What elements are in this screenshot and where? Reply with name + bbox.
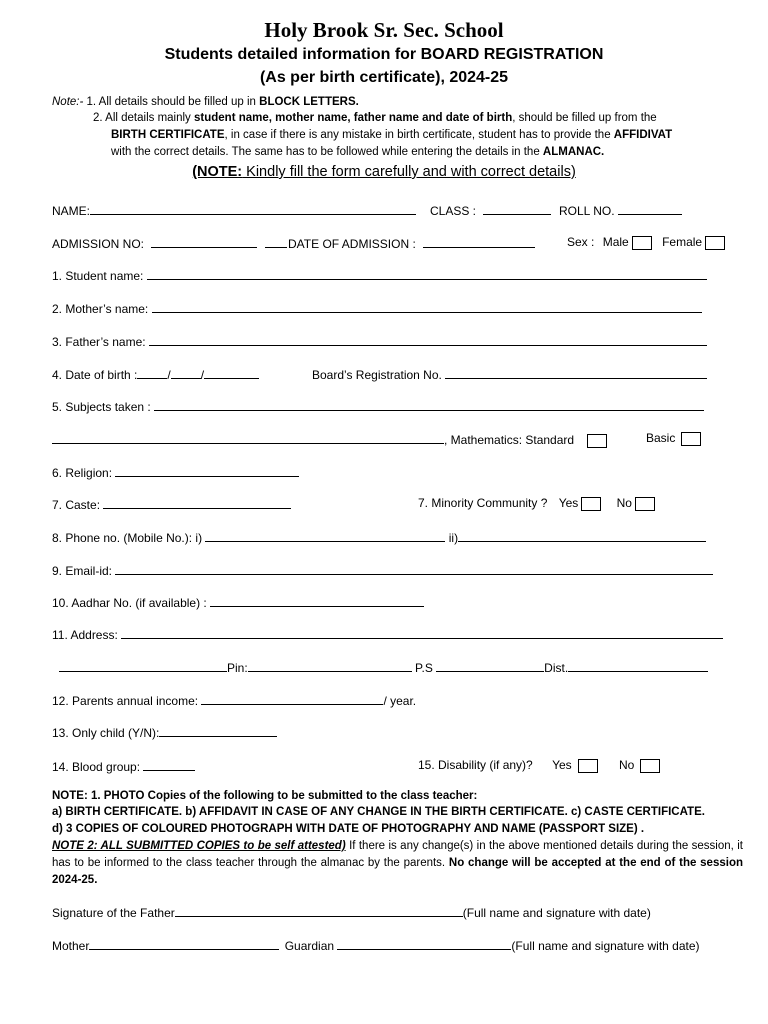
mathematics-label: , Mathematics: Standard bbox=[444, 433, 575, 447]
father-signature-note: (Full name and signature with date) bbox=[462, 906, 651, 920]
email-field[interactable] bbox=[115, 562, 713, 575]
main-note-label: (NOTE: bbox=[192, 164, 243, 180]
note-label: Note:- bbox=[52, 96, 84, 108]
admission-row bbox=[52, 235, 287, 251]
mother-name-label: 2. Mother’s name: bbox=[52, 302, 149, 316]
sex-label: Sex : bbox=[567, 235, 595, 249]
dob-month-field[interactable] bbox=[171, 366, 201, 379]
father-name-field[interactable] bbox=[149, 333, 707, 346]
form-subtitle: (As per birth certificate), 2024-25 bbox=[259, 69, 509, 86]
caste-label: 7. Caste: bbox=[52, 498, 101, 512]
ps-label: P.S bbox=[415, 661, 433, 675]
footer-docs-2: d) 3 COPIES OF COLOURED PHOTOGRAPH WITH DATE OF PHOTOGRAPHY AND NAME (PASSPORT SIZE) . bbox=[52, 823, 645, 835]
subjects-row bbox=[52, 398, 704, 414]
disability-row bbox=[418, 758, 660, 773]
dob-year-field[interactable] bbox=[204, 366, 259, 379]
date-admission-row bbox=[288, 235, 535, 251]
mother-signature-label: Mother bbox=[52, 939, 90, 953]
sex-row bbox=[567, 235, 725, 250]
disability-no-label: No bbox=[618, 758, 635, 772]
note-2-text-e: , in case if there is any mistake in birth certificate, student has to provide the bbox=[224, 129, 614, 141]
note-2-bold-h: ALMANAC. bbox=[542, 146, 605, 158]
religion-row bbox=[52, 464, 299, 480]
disability-yes-label: Yes bbox=[552, 758, 572, 772]
subjects-field-2[interactable] bbox=[52, 431, 444, 444]
dob-day-field[interactable] bbox=[137, 366, 167, 379]
per-year-label: / year. bbox=[383, 694, 417, 708]
father-name-label: 3. Father’s name: bbox=[52, 335, 146, 349]
note-2-text-g: with the correct details. The same has to be followed while entering the details in the bbox=[111, 146, 543, 158]
minority-no-label: No bbox=[616, 496, 632, 510]
caste-row bbox=[52, 496, 291, 512]
guardian-signature-field[interactable] bbox=[337, 937, 511, 950]
board-reg-label: Board’s Registration No. bbox=[312, 368, 442, 382]
phone-2-label: ii) bbox=[448, 531, 459, 545]
religion-label: 6. Religion: bbox=[52, 466, 113, 480]
board-reg-field[interactable] bbox=[445, 366, 707, 379]
dist-field[interactable] bbox=[568, 659, 708, 672]
date-admission-label: DATE OF ADMISSION : bbox=[288, 237, 416, 251]
standard-checkbox[interactable] bbox=[587, 434, 607, 448]
admission-field-extra[interactable] bbox=[265, 235, 287, 248]
admission-field[interactable] bbox=[151, 235, 257, 248]
note-2-label: NOTE 2: ALL SUBMITTED COPIES to be self attested) bbox=[52, 840, 346, 852]
dob-label: 4. Date of birth : bbox=[52, 368, 138, 382]
note-2-bold-f: AFFIDIVAT bbox=[613, 129, 673, 141]
minority-yes-label: Yes bbox=[558, 496, 579, 510]
address-label: 11. Address: bbox=[52, 628, 118, 642]
father-signature-label: Signature of the Father bbox=[52, 906, 175, 920]
note-1-text: 1. All details should be filled up in bbox=[86, 96, 260, 108]
note-line-2 bbox=[93, 109, 657, 127]
mother-name-row bbox=[52, 300, 702, 316]
only-child-label: 13. Only child (Y/N): bbox=[52, 726, 160, 740]
aadhar-row bbox=[52, 594, 424, 610]
address-field-2[interactable] bbox=[59, 659, 227, 672]
phone-row bbox=[52, 529, 706, 545]
name-field[interactable] bbox=[90, 202, 416, 215]
student-name-label: 1. Student name: bbox=[52, 269, 144, 283]
name-label: NAME: bbox=[52, 204, 91, 218]
email-label: 9. Email-id: bbox=[52, 564, 113, 578]
father-signature-row bbox=[52, 904, 651, 920]
class-label: CLASS : bbox=[430, 204, 477, 218]
disability-no-checkbox[interactable] bbox=[640, 759, 660, 773]
class-row bbox=[430, 202, 551, 218]
subjects-field[interactable] bbox=[154, 398, 704, 411]
blood-group-field[interactable] bbox=[143, 758, 195, 771]
income-row bbox=[52, 692, 416, 708]
note-2-text: If there is any change(s) in the above mentioned details during the session, it has to be informed to the class teacher through the almanac by the parents. bbox=[52, 840, 743, 869]
note-line-4 bbox=[111, 143, 604, 161]
name-row bbox=[52, 202, 416, 218]
mother-guardian-row bbox=[52, 937, 700, 953]
guardian-signature-note: (Full name and signature with date) bbox=[511, 939, 700, 953]
minority-no-checkbox[interactable] bbox=[635, 497, 655, 511]
note-2-text-a: 2. All details mainly bbox=[93, 112, 194, 124]
basic-checkbox[interactable] bbox=[681, 432, 701, 446]
income-label: 12. Parents annual income: bbox=[52, 694, 199, 708]
aadhar-field[interactable] bbox=[210, 594, 424, 607]
mother-signature-field[interactable] bbox=[89, 937, 279, 950]
dob-row: 4. Date of birth : / / bbox=[52, 366, 259, 382]
pin-label: Pin: bbox=[227, 661, 248, 675]
address-field[interactable] bbox=[121, 626, 723, 639]
female-label: Female bbox=[662, 235, 703, 249]
student-name-row bbox=[52, 267, 707, 283]
board-reg-row bbox=[312, 366, 707, 382]
address-row-2 bbox=[59, 659, 708, 675]
caste-field[interactable] bbox=[103, 496, 291, 509]
aadhar-label: 10. Aadhar No. (if available) : bbox=[52, 596, 207, 610]
note-1-bold: BLOCK LETTERS. bbox=[259, 96, 359, 108]
footer-note-1: NOTE: 1. PHOTO Copies of the following to be submitted to the class teacher: bbox=[52, 790, 478, 802]
note-2-bold-a: student name, mother name, father name and date of birth bbox=[194, 112, 513, 124]
disability-yes-checkbox[interactable] bbox=[578, 759, 598, 773]
guardian-signature-label: Guardian bbox=[284, 939, 335, 953]
roll-field[interactable] bbox=[618, 202, 682, 215]
minority-row bbox=[418, 496, 655, 511]
female-checkbox[interactable] bbox=[705, 236, 725, 250]
subjects-row-2 bbox=[52, 431, 607, 448]
footer-docs-1: a) BIRTH CERTIFICATE. b) AFFIDAVIT IN CASE OF ANY CHANGE IN THE BIRTH CERTIFICATE. c) CASTE CERTIFICATE. bbox=[52, 806, 705, 818]
footer-note-2 bbox=[52, 838, 743, 889]
note-line-3 bbox=[111, 126, 672, 144]
main-note bbox=[0, 164, 768, 180]
class-field[interactable] bbox=[483, 202, 551, 215]
note-2-bold-text: No change will be accepted at the end of the session 2024-25. bbox=[52, 857, 743, 886]
main-note-text: Kindly fill the form carefully and with correct details) bbox=[242, 164, 576, 180]
phone-field-1[interactable] bbox=[205, 529, 445, 542]
note-2-text-c: , should be filled up from the bbox=[512, 112, 657, 124]
address-row bbox=[52, 626, 723, 642]
basic-label: Basic bbox=[646, 431, 676, 445]
male-checkbox[interactable] bbox=[632, 236, 652, 250]
religion-field[interactable] bbox=[115, 464, 299, 477]
only-child-field[interactable] bbox=[159, 724, 277, 737]
minority-yes-checkbox[interactable] bbox=[581, 497, 601, 511]
father-signature-field[interactable] bbox=[175, 904, 463, 917]
basic-row bbox=[646, 431, 701, 446]
form-title: Students detailed information for BOARD REGISTRATION bbox=[164, 46, 604, 63]
school-name: Holy Brook Sr. Sec. School bbox=[264, 18, 504, 42]
dist-label: Dist. bbox=[544, 661, 569, 675]
ps-field[interactable] bbox=[436, 659, 544, 672]
phone-field-2[interactable] bbox=[458, 529, 706, 542]
admission-label: ADMISSION NO: bbox=[52, 237, 145, 251]
phone-label: 8. Phone no. (Mobile No.): i) bbox=[52, 531, 203, 545]
student-name-field[interactable] bbox=[147, 267, 707, 280]
minority-label: 7. Minority Community ? bbox=[418, 496, 548, 510]
mother-name-field[interactable] bbox=[152, 300, 702, 313]
pin-field[interactable] bbox=[248, 659, 412, 672]
roll-row bbox=[559, 202, 682, 218]
roll-label: ROLL NO. bbox=[559, 204, 615, 218]
email-row bbox=[52, 562, 713, 578]
father-name-row bbox=[52, 333, 707, 349]
date-admission-field[interactable] bbox=[423, 235, 535, 248]
income-field[interactable] bbox=[201, 692, 383, 705]
disability-label: 15. Disability (if any)? bbox=[418, 758, 533, 772]
only-child-row bbox=[52, 724, 277, 740]
blood-group-row bbox=[52, 758, 195, 774]
male-label: Male bbox=[602, 235, 629, 249]
subjects-label: 5. Subjects taken : bbox=[52, 400, 151, 414]
blood-group-label: 14. Blood group: bbox=[52, 760, 141, 774]
note-2-bold-d: BIRTH CERTIFICATE bbox=[111, 129, 225, 141]
